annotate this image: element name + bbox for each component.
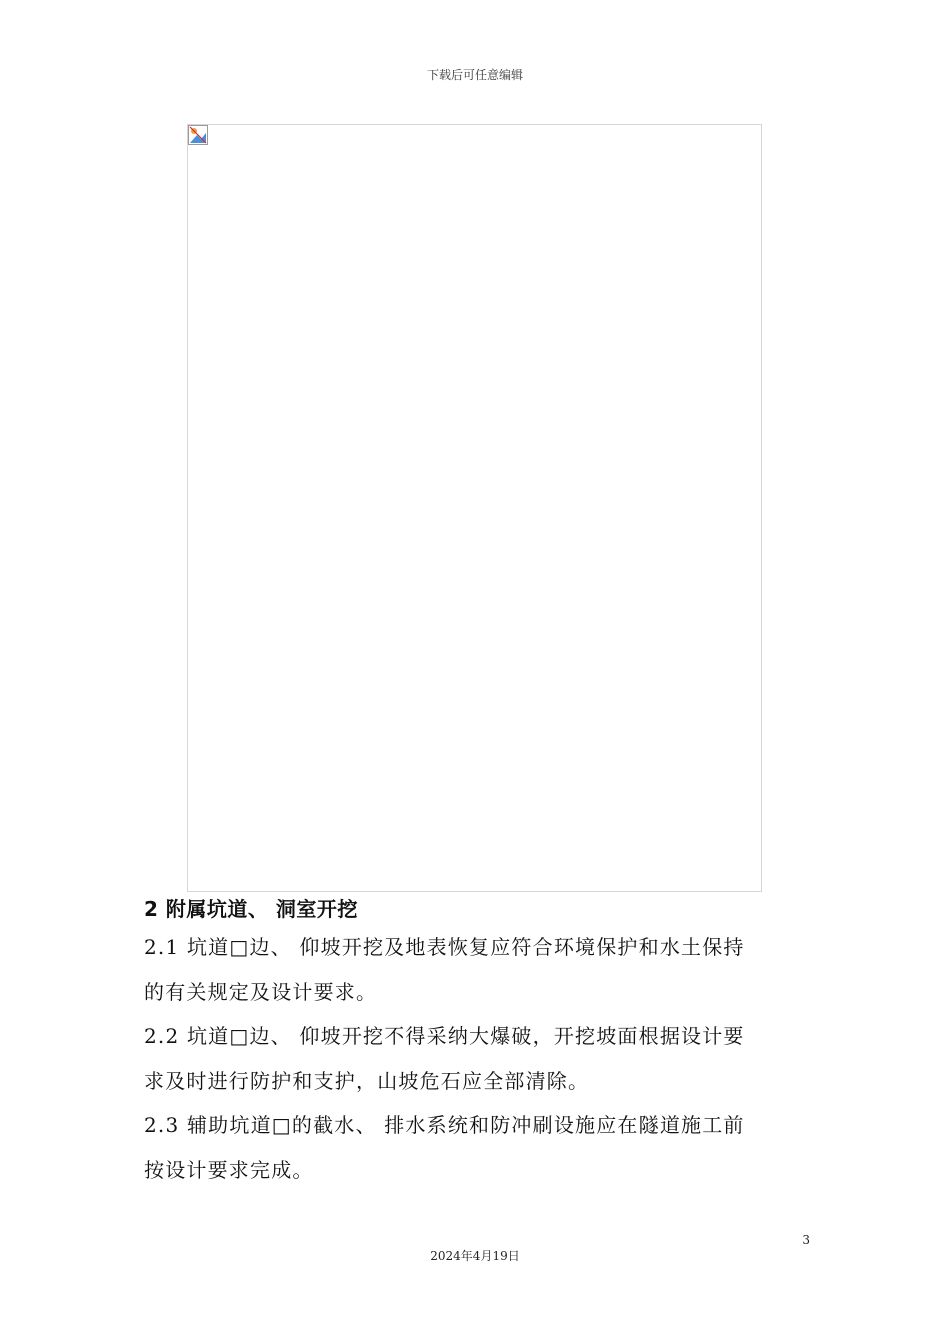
paragraph-text-line: 坑道□边、 仰坡开挖及地表恢复应符合环境保护和水土保持: [179, 935, 745, 959]
paragraph-text-line: 辅助坑道□的截水、 排水系统和防冲刷设施应在隧道施工前: [179, 1113, 745, 1137]
paragraph-text-line: 求及时进行防护和支护，山坡危石应全部清除。: [144, 1068, 590, 1093]
page-header: 下载后可任意编辑: [426, 68, 523, 82]
page-number: 3: [802, 1233, 810, 1247]
paragraph-2-1: [144, 925, 810, 1014]
paragraph-2-2: [144, 1014, 810, 1103]
paragraph-number: 2.2: [144, 1024, 180, 1048]
section-heading: 2 附属坑道、 洞室开挖: [144, 897, 358, 921]
paragraph-number: 2.1: [144, 935, 180, 959]
paragraph-2-3: [144, 1103, 810, 1192]
page-footer-date: 2024年4月19日: [430, 1249, 520, 1263]
paragraph-number: 2.3: [144, 1113, 180, 1137]
broken-image-icon: [188, 125, 208, 145]
image-placeholder: [187, 124, 762, 892]
paragraph-text-line: 坑道□边、 仰坡开挖不得采纳大爆破，开挖坡面根据设计要: [179, 1024, 745, 1048]
paragraph-text-line: 的有关规定及设计要求。: [144, 979, 378, 1004]
paragraph-text-line: 按设计要求完成。: [144, 1157, 314, 1182]
section-content: [144, 893, 810, 1192]
